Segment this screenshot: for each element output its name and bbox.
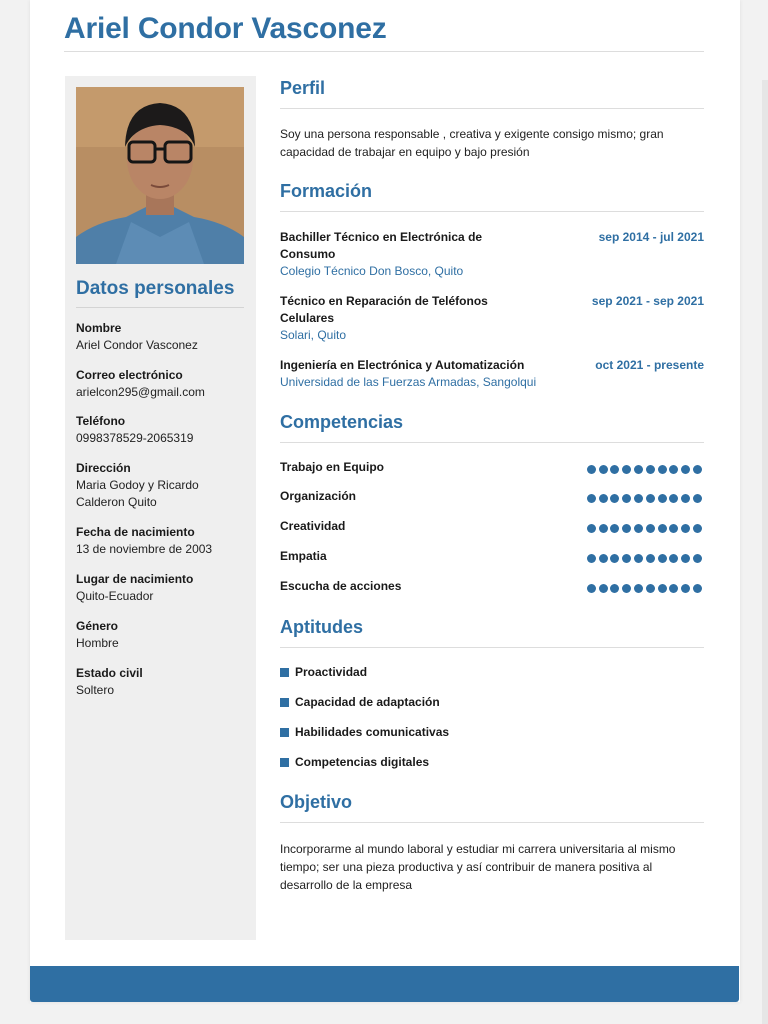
section-title-perfil: Perfil	[280, 78, 704, 109]
skill-row	[280, 519, 704, 536]
field-telefono	[76, 413, 246, 447]
field-lugar-nacimiento	[76, 571, 246, 605]
skill-dot	[587, 494, 596, 503]
skill-dot	[681, 584, 690, 593]
education-dates: sep 2014 - jul 2021	[598, 230, 704, 244]
education-institution: Colegio Técnico Don Bosco, Quito	[280, 264, 464, 278]
skill-dot	[587, 584, 596, 593]
skill-dot	[622, 584, 631, 593]
education-item	[280, 293, 704, 344]
skill-dot	[622, 494, 631, 503]
skill-dot	[587, 465, 596, 474]
skill-dot	[646, 524, 655, 533]
skill-dot	[587, 524, 596, 533]
field-label: Lugar de nacimiento	[76, 572, 194, 586]
field-label: Estado civil	[76, 666, 143, 680]
field-value: arielcon295@gmail.com	[76, 385, 205, 399]
field-value: 0998378529-2065319	[76, 431, 194, 445]
scrollbar[interactable]	[762, 80, 768, 1024]
skill-dot	[634, 524, 643, 533]
skill-dot	[634, 494, 643, 503]
objetivo-text: Incorporarme al mundo laboral y estudiar mi carrera universitaria al mismo tiempo; ser una pieza productiva y así contribuir de manera positiva al desarrollo de la empresa	[280, 842, 676, 892]
field-estado-civil	[76, 665, 246, 699]
square-bullet-icon	[280, 668, 289, 677]
skill-dot	[681, 554, 690, 563]
skill-row	[280, 460, 704, 477]
square-bullet-icon	[280, 758, 289, 767]
education-institution: Solari, Quito	[280, 328, 347, 342]
field-label: Dirección	[76, 461, 131, 475]
skill-dot	[599, 524, 608, 533]
skill-level-dots	[584, 522, 702, 533]
skill-name: Escucha de acciones	[280, 579, 402, 593]
skill-dot	[681, 524, 690, 533]
skill-dot	[646, 554, 655, 563]
education-degree: Técnico en Reparación de Teléfonos Celulares	[280, 294, 488, 325]
education-degree: Ingeniería en Electrónica y Automatización	[280, 358, 525, 372]
skill-name: Creatividad	[280, 519, 346, 533]
skill-level-dots	[584, 463, 702, 474]
skill-dot	[634, 554, 643, 563]
skill-dot	[658, 524, 667, 533]
square-bullet-icon	[280, 698, 289, 707]
skill-dot	[658, 465, 667, 474]
skill-dot	[610, 494, 619, 503]
field-value: Quito-Ecuador	[76, 589, 154, 603]
skill-dot	[693, 465, 702, 474]
aptitude-label: Habilidades comunicativas	[295, 725, 450, 739]
profile-photo	[76, 87, 244, 264]
skill-dot	[646, 494, 655, 503]
field-fecha-nacimiento	[76, 524, 246, 558]
skill-dot	[669, 554, 678, 563]
square-bullet-icon	[280, 728, 289, 737]
skill-dot	[610, 524, 619, 533]
skill-dot	[646, 465, 655, 474]
skill-dot	[599, 465, 608, 474]
skill-dot	[669, 465, 678, 474]
skill-dot	[669, 584, 678, 593]
field-value: 13 de noviembre de 2003	[76, 542, 213, 556]
skill-dot	[693, 494, 702, 503]
footer-bar	[30, 966, 739, 1002]
skill-name: Organización	[280, 489, 357, 503]
skill-dot	[681, 465, 690, 474]
education-item	[280, 357, 704, 391]
skill-level-dots	[584, 552, 702, 563]
aptitude-label: Proactividad	[295, 665, 368, 679]
skill-dot	[693, 554, 702, 563]
personal-data-title: Datos personales	[76, 278, 244, 308]
field-nombre	[76, 320, 246, 354]
skill-dot	[658, 584, 667, 593]
field-genero	[76, 618, 246, 652]
section-title-objetivo: Objetivo	[280, 792, 704, 823]
field-label: Fecha de nacimiento	[76, 525, 195, 539]
field-direccion	[76, 460, 216, 511]
field-label: Correo electrónico	[76, 368, 183, 382]
education-dates: oct 2021 - presente	[595, 358, 704, 372]
education-institution: Universidad de las Fuerzas Armadas, Sangolqui	[280, 375, 537, 389]
skill-dot	[669, 494, 678, 503]
field-label: Teléfono	[76, 414, 126, 428]
skill-row	[280, 489, 704, 506]
perfil-text: Soy una persona responsable , creativa y exigente consigo mismo; gran capacidad de trabajar en equipo y bajo presión	[280, 127, 664, 159]
skill-dot	[622, 524, 631, 533]
skill-dot	[599, 494, 608, 503]
skill-dot	[622, 465, 631, 474]
field-value: Soltero	[76, 683, 115, 697]
skill-level-dots	[584, 492, 702, 503]
education-dates: sep 2021 - sep 2021	[591, 294, 704, 308]
section-title-formacion: Formación	[280, 181, 704, 212]
skill-dot	[669, 524, 678, 533]
skill-row	[280, 549, 704, 566]
skill-dot	[646, 584, 655, 593]
field-label: Nombre	[76, 321, 122, 335]
aptitude-label: Competencias digitales	[295, 755, 430, 769]
skill-level-dots	[584, 582, 702, 593]
skill-dot	[622, 554, 631, 563]
skill-dot	[634, 465, 643, 474]
field-value: Hombre	[76, 636, 119, 650]
skill-row	[280, 579, 704, 596]
skill-dot	[681, 494, 690, 503]
skill-dot	[610, 465, 619, 474]
field-label: Género	[76, 619, 119, 633]
education-item	[280, 229, 704, 280]
skill-dot	[610, 584, 619, 593]
skill-dot	[599, 554, 608, 563]
skill-name: Empatia	[280, 549, 327, 563]
skill-dot	[658, 554, 667, 563]
field-value: Ariel Condor Vasconez	[76, 338, 198, 352]
field-value: Maria Godoy y Ricardo Calderon Quito	[76, 478, 199, 509]
skill-dot	[634, 584, 643, 593]
education-degree: Bachiller Técnico en Electrónica de Consumo	[280, 230, 483, 261]
skill-dot	[658, 494, 667, 503]
section-title-competencias: Competencias	[280, 412, 704, 443]
skill-dot	[599, 584, 608, 593]
resume-name: Ariel Condor Vasconez	[64, 12, 704, 52]
section-title-aptitudes: Aptitudes	[280, 617, 704, 648]
skill-dot	[587, 554, 596, 563]
skill-name: Trabajo en Equipo	[280, 460, 385, 474]
aptitude-label: Capacidad de adaptación	[295, 695, 440, 709]
skill-dot	[610, 554, 619, 563]
skill-dot	[693, 524, 702, 533]
field-correo	[76, 367, 246, 401]
skill-dot	[693, 584, 702, 593]
